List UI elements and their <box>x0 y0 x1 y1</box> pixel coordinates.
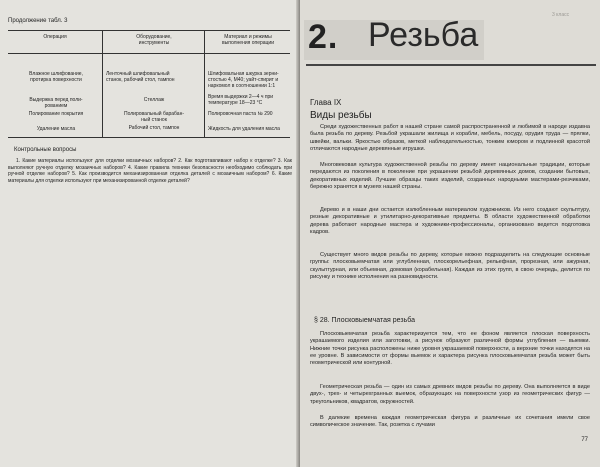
table-column-divider <box>102 31 103 137</box>
subsection-title: § 28. Плосковыемчатая резьба <box>314 317 415 324</box>
body-paragraph: В далекие времена каждая геометрическая фигура и различные их сочетания имели свое символическое значение. Так, розетка с лучами <box>310 415 590 429</box>
table-cell: Рабочий стол, тампон <box>128 125 180 131</box>
table-cell: Шлифовальная шкурка зерни- стостью 4, М40; уайт-спирит и наркомол в соотношении 1:1 <box>208 71 279 89</box>
table-cell: Влажное шлифование, протирка поверхности <box>29 71 83 83</box>
body-paragraph: Дерево и в наши дни остается излюбленным материалом художников. Из него создают скульптуру, резные декоративные и утилитарно-декоративные предметы. В области художественной обработки дерева работают народные мастера и художники-профессионалы, организовано ведется подготовка кадров. <box>310 207 590 235</box>
table-column-divider <box>204 31 205 137</box>
table-cell: Ленточный шлифовальный станок, рабочий стол, тампон <box>106 71 175 83</box>
table-cell: Жидкость для удаления масла <box>208 126 280 132</box>
table-cell: Полирование покрытия <box>28 111 84 117</box>
table-header-operation: Операция <box>43 34 67 40</box>
glava-label: Глава IX <box>310 98 342 107</box>
section-title: Виды резьбы <box>310 110 372 121</box>
table-cell: Удаление масла <box>36 126 76 132</box>
body-paragraph: Существует много видов резьбы по дереву, которые можно подразделить на следующие основные группы: плосковыемчатая или углубленная, плоскорельефная, рельефная, прорезная, или ажурная, скульптурная, или объемная, домовая (корабельная). Каждая из этих групп, в свою очередь, делится по рисунку и технике исполнения на разновидности. <box>310 252 590 280</box>
table-cell: Полировальный барабан- ный станок <box>123 111 185 123</box>
operations-table <box>8 30 290 138</box>
body-paragraph: Многовековая культура художественной резьбы по дереву имеет национальные традиции, которые передаются из поколения в поколение при украшении резьбой деревянных домов, создании бытовых, декоративных изделий. Лучшие образцы таких изделий, созданных народными мастерами-резчиками, бережно хранятся в музеях нашей страны. <box>310 162 590 190</box>
table-header-material: Материал и режимы выполнения операции <box>221 34 275 46</box>
table-continuation-label: Продолжение табл. 3 <box>8 18 68 24</box>
table-cell: Время выдержки 2—4 ч при температуре 18—23 °С <box>208 94 274 106</box>
body-paragraph: Среди художественных работ в нашей стране самой распространенной и любимой в народе издавна была резьба по дереву. Резьбой украшали жилища и корабли, мебель, посуду, орудия труда — прялки, швейки, вальки. Яркостью образов, меткой наблюдательностью, тонким юмором и подлинной красотой отличаются народные деревянные игрушки. <box>310 124 590 152</box>
right-page <box>300 0 600 467</box>
control-questions-title: Контрольные вопросы <box>14 147 77 153</box>
table-cell: Стеллаж <box>143 97 165 103</box>
body-paragraph: Плосковыемчатая резьба характеризуется тем, что ее фоном является плоская поверхность украшаемого изделия или заготовки, а рисунок образуют различной формы углубления — выемки. Нижние точки рисунка расположены ниже уровня украшаемой поверхности, а верхние точки находятся на ее уровне. В зависимости от формы выемок и характера рисунка плосковыемчатая резьба может быть геометрической или контурной. <box>310 331 590 367</box>
table-cell: Выдержка перед поли- рованием <box>29 97 83 109</box>
chapter-title: Резьба <box>368 16 479 54</box>
body-paragraph: Геометрическая резьба — один из самых древних видов резьбы по дереву. Она выполняется в виде двух-, трех- и четырехгранных выемок, образующих на поверхности узор из геометрических фигур — треугольников, квадратов, окружностей. <box>310 384 590 405</box>
faint-header: 3 класс <box>552 12 570 18</box>
table-cell: Полировочная паста № 290 <box>208 111 273 117</box>
table-header-equipment: Оборудование, инструменты <box>136 34 172 46</box>
control-questions-text: 1. Какие материалы используют для отделки мозаичных наборов? 2. Как подготавливают набор к отделке? 3. Как выполняют ручную отделку мозаичных наборов? 4. Какие правила техники безопасности необходимо соблюдать при ручной отделке наборов? 5. Как производится механизированная отделка деталей с мозаичным набором? 6. Какие материалы для отделки используют при механизированной отделке деталей? <box>8 158 292 184</box>
left-page <box>0 0 298 467</box>
chapter-divider <box>306 64 596 66</box>
chapter-number: 2. <box>308 18 339 56</box>
page-number: 77 <box>581 437 588 443</box>
